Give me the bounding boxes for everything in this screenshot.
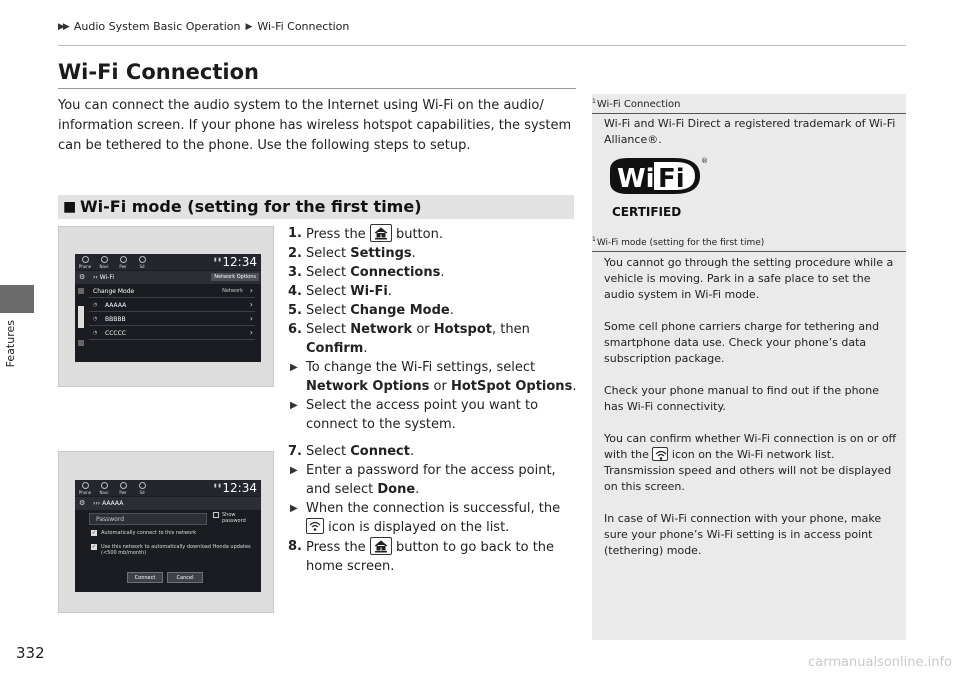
step-item: 6. Select Network or Hotspot, then Confirm. <box>288 322 530 356</box>
screen-illustration-password <box>58 451 274 613</box>
step-item: 4. Select Wi-Fi. <box>288 284 392 299</box>
signal-icon: ▮ ▮ <box>213 257 221 263</box>
step-subitem: ▶ When the connection is successful, the icon is displayed on the list. <box>290 501 561 535</box>
sd-icon: Sd <box>135 256 149 269</box>
note-heading: $^1$Wi-Fi mode (setting for the first time) <box>592 236 906 252</box>
step-subitem: ▶ To change the Wi-Fi settings, select Network Options or HotSpot Options. <box>290 360 577 394</box>
steps-list <box>288 224 578 576</box>
auto-connect-checkbox: ✓ Automatically connect to this network <box>91 530 197 536</box>
chevron-right-icon: › <box>249 300 253 309</box>
chapter-tab <box>0 285 34 313</box>
wifi-signal-icon: ◔ <box>93 316 98 322</box>
note-text: Wi-Fi and Wi-Fi Direct a registered trademark of Wi-Fi Alliance®. <box>604 117 896 146</box>
screen-header: ⚙ ›› Wi-Fi Network Options <box>75 271 261 284</box>
wifi-list-screen <box>75 254 261 362</box>
power-icon: Pwr <box>116 482 130 495</box>
notes-panel <box>592 94 906 640</box>
home-button-icon <box>370 224 392 242</box>
phone-icon: Phone <box>78 256 92 269</box>
connect-button: Connect <box>127 572 163 583</box>
svg-text:CERTIFIED: CERTIFIED <box>612 205 682 219</box>
screen-top-bar <box>75 480 261 496</box>
power-icon: Pwr <box>116 256 130 269</box>
watermark: carmanualsonline.info <box>808 655 952 670</box>
wifi-icon <box>306 518 324 534</box>
svg-text:Fi: Fi <box>658 164 685 194</box>
step-item: 3. Select Connections. <box>288 265 445 280</box>
breadcrumb-parent[interactable]: Audio System Basic Operation <box>73 20 241 33</box>
access-point-row: ◔ AAAAA › <box>89 299 255 312</box>
gear-icon: ⚙ <box>79 499 86 507</box>
step-item: 1. Press the button. <box>288 226 443 242</box>
password-field: Password <box>89 513 207 525</box>
phone-icon: Phone <box>78 482 92 495</box>
sd-icon: Sd <box>135 482 149 495</box>
svg-text:Wi: Wi <box>617 164 655 194</box>
wifi-signal-icon: ◔ <box>93 302 98 308</box>
change-mode-row: Change Mode Network › <box>89 285 255 298</box>
arrow-right-icon: ▶ <box>290 465 298 476</box>
breadcrumb <box>58 20 349 33</box>
screen-header-title: Wi-Fi <box>99 274 115 281</box>
breadcrumb-arrow-icon: ▶▶ <box>58 21 68 32</box>
screen-clock: 12:34 <box>222 255 257 269</box>
home-button-icon <box>370 537 392 555</box>
section-title: Wi-Fi mode (setting for the first time) <box>80 197 422 216</box>
header-divider <box>58 45 906 46</box>
page-title: Wi-Fi Connection <box>58 60 259 84</box>
section-header <box>58 195 574 219</box>
check-icon: ✓ <box>91 530 97 536</box>
chapter-label: Features <box>4 320 17 368</box>
step-item: 8. Press the button to go back to the home screen. <box>288 539 555 574</box>
wifi-certified-logo <box>604 154 710 224</box>
signal-icon: ▮ ▮ <box>213 483 221 489</box>
step-item: 7. Select Connect. <box>288 444 415 459</box>
arrow-right-icon: ▶ <box>290 400 298 411</box>
screen-scrollbar <box>78 288 86 356</box>
page-number: 332 <box>16 644 45 662</box>
step-item: 2. Select Settings. <box>288 246 416 261</box>
screen-clock: 12:34 <box>222 481 257 495</box>
note-heading: $^1$Wi-Fi Connection <box>592 98 906 114</box>
arrow-right-icon: ▶ <box>290 503 298 514</box>
password-screen <box>75 480 261 592</box>
access-point-row: ◔ CCCCC › <box>89 327 255 340</box>
intro-paragraph: You can connect the audio system to the Internet using Wi-Fi on the audio/ information screen. If your phone has wireless hotspot capabilities, the system can be tethered to the phone. Use the following steps to setup. <box>58 98 572 153</box>
arrow-right-icon: ▶ <box>290 362 298 373</box>
screen-top-bar <box>75 254 261 270</box>
wifi-icon <box>652 447 668 461</box>
step-item: 5. Select Change Mode. <box>288 303 454 318</box>
step-subitem: ▶ Select the access point you want to connect to the system. <box>290 398 539 432</box>
wifi-signal-icon: ◔ <box>93 330 98 336</box>
check-icon: ✓ <box>91 544 97 550</box>
title-divider <box>58 88 576 89</box>
chevron-right-icon: › <box>249 328 253 337</box>
chevron-right-icon: › <box>249 314 253 323</box>
breadcrumb-current[interactable]: Wi-Fi Connection <box>257 20 350 33</box>
chevron-right-icon: › <box>249 286 253 295</box>
screen-header: ⚙ ››› AAAAA <box>75 497 261 510</box>
section-square-icon: ■ <box>63 199 77 215</box>
show-password-checkbox: Show password <box>213 512 248 524</box>
auto-update-checkbox: ✓ Use this network to automatically download Honda updates (<500 mb/month) <box>91 544 251 556</box>
svg-text:®: ® <box>701 157 708 165</box>
breadcrumb-arrow-icon: ▶ <box>245 21 253 32</box>
navi-icon: Navi <box>97 256 111 269</box>
cancel-button: Cancel <box>167 572 203 583</box>
network-options-button: Network Options <box>211 273 259 281</box>
screen-actions <box>127 572 207 583</box>
navi-icon: Navi <box>97 482 111 495</box>
step-subitem: ▶ Enter a password for the access point, and select Done. <box>290 463 556 497</box>
gear-icon: ⚙ <box>79 273 86 281</box>
access-point-row: ◔ BBBBB › <box>89 313 255 326</box>
screen-header-title: AAAAA <box>102 500 124 507</box>
screen-illustration-wifi-list <box>58 226 274 387</box>
note-text: You cannot go through the setting procedure while a vehicle is moving. Park in a safe place to set the audio system in Wi-Fi mode. Some cell phone carriers charge for tethering and smartphone data use. Check your phone’s data subscription package. Check your phone manual to find out if the phone has Wi-Fi connectivity. You can confirm whether Wi-Fi connection is on or off with the icon on the Wi-Fi network list. Transmission speed and others will not be displayed on this screen. In case of Wi-Fi connection with your phone, make sure your phone’s Wi-Fi setting is in access point (tethering) mode. <box>604 256 897 557</box>
